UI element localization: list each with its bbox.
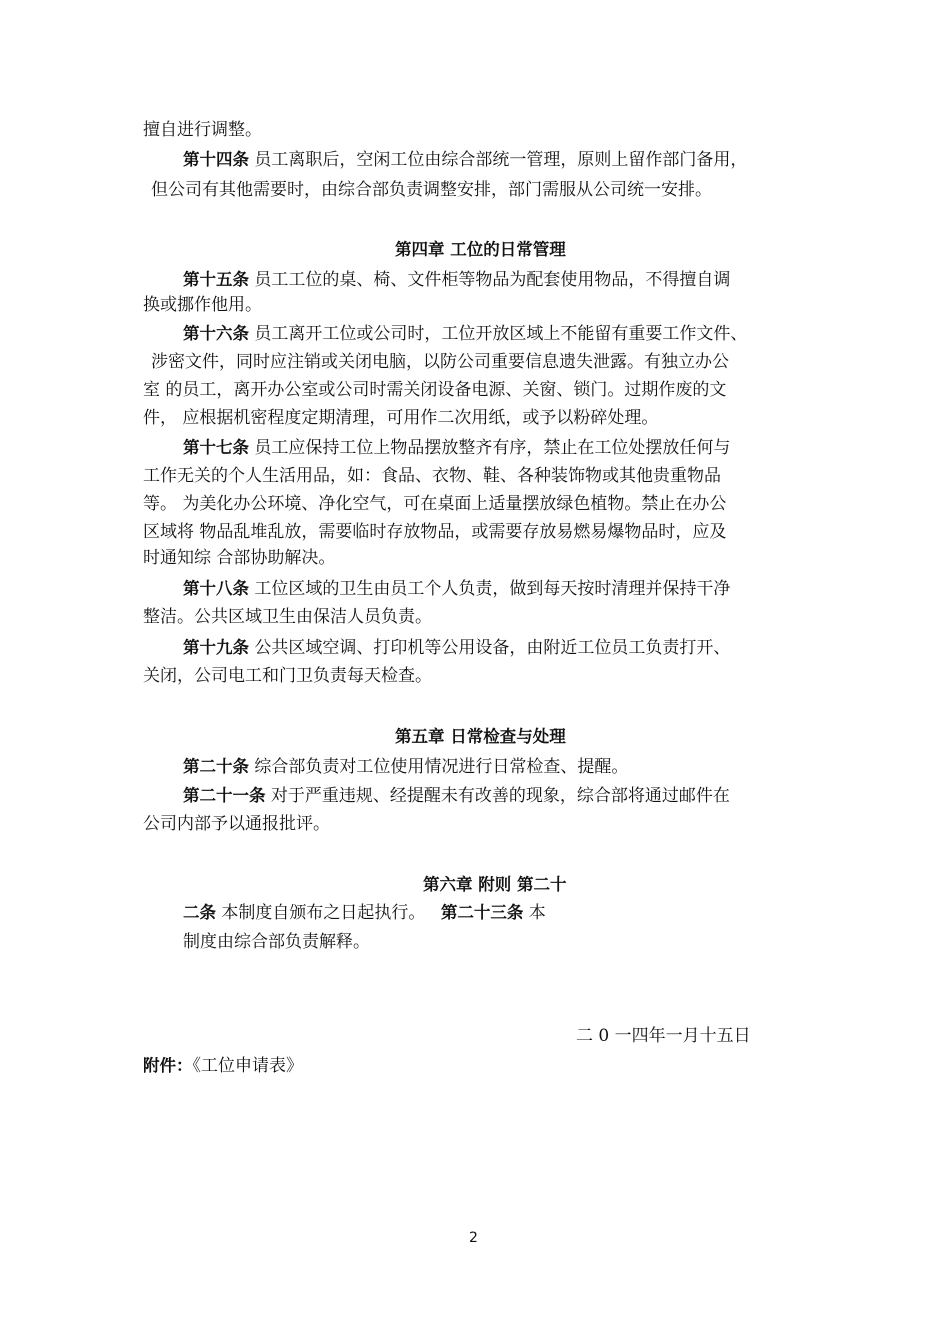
text-line: 公司内部予以通报批评。 — [143, 814, 330, 834]
article-title: 第十九条 — [183, 638, 249, 657]
chapter-6-heading: 第六章 附则 第二十 — [423, 875, 567, 894]
text-line: 但公司有其他需要时，由综合部负责调整安排，部门需服从公司统一安排。 — [151, 180, 712, 200]
article-14 — [183, 148, 747, 172]
text-line: 制度由综合部负责解释。 — [183, 932, 370, 952]
article-text: 本 — [528, 903, 546, 923]
text-line: 室 的员工，离开办公室或公司时需关闭设备电源、关窗、锁门。过期作废的文 — [143, 380, 727, 400]
article-text: 对于严重违规、经提醒未有改善的现象，综合部将通过邮件在 — [270, 786, 730, 806]
article-title: 第二十三条 — [440, 903, 524, 922]
article-text: 公共区域空调、打印机等公用设备，由附近工位员工负责打开、 — [254, 638, 731, 658]
chapter-5-heading: 第五章 日常检查与处理 — [395, 727, 566, 746]
page-number: 2 — [469, 1230, 478, 1246]
text-line: 换或挪作他用。 — [143, 295, 262, 315]
article-text: 员工离职后，空闲工位由综合部统一管理，原则上留作部门备用， — [254, 150, 748, 170]
article-18 — [183, 577, 730, 601]
text-line: 件， 应根据机密程度定期清理，可用作二次用纸，或予以粉碎处理。 — [143, 408, 659, 428]
text-line: 等。 为美化办公环境、净化空气，可在桌面上适量摆放绿色植物。禁止在办公 — [143, 494, 727, 514]
text-line: 时通知综 合部协助解决。 — [143, 548, 336, 568]
article-text: 员工应保持工位上物品摆放整齐有序，禁止在工位处摆放任何与 — [254, 438, 731, 458]
attachment-line — [143, 1054, 303, 1078]
article-21 — [183, 784, 730, 808]
document-date: 二 0 一四年一月十五日 — [576, 1026, 751, 1046]
article-22-23 — [183, 901, 546, 925]
article-text: 本制度自颁布之日起执行。 — [221, 903, 426, 923]
text-line: 涉密文件，同时应注销或关闭电脑，以防公司重要信息遗失泄露。有独立办公 — [151, 352, 729, 372]
article-title: 第二十一条 — [183, 786, 266, 805]
article-title: 第十八条 — [183, 579, 249, 598]
article-title: 二条 — [183, 903, 216, 922]
article-19 — [183, 636, 730, 660]
text-line: 擅自进行调整。 — [143, 120, 262, 140]
text-line: 关闭，公司电工和门卫负责每天检查。 — [143, 666, 432, 686]
text-line: 工作无关的个人生活用品，如：食品、衣物、鞋、各种装饰物或其他贵重物品 — [143, 466, 721, 486]
article-text: 员工工位的桌、椅、文件柜等物品为配套使用物品，不得擅自调 — [254, 270, 731, 290]
text-line: 区域将 物品乱堆乱放，需要临时存放物品，或需要存放易燃易爆物品时，应及 — [143, 522, 727, 542]
article-20 — [183, 755, 628, 779]
article-16 — [183, 322, 747, 346]
article-title: 第十四条 — [183, 150, 249, 169]
article-title: 第十五条 — [183, 270, 249, 289]
attachment-label: 附件： — [143, 1056, 193, 1075]
article-15 — [183, 268, 730, 292]
text-line: 整洁。公共区域卫生由保洁人员负责。 — [143, 607, 432, 627]
article-title: 第二十条 — [183, 757, 249, 776]
chapter-4-heading: 第四章 工位的日常管理 — [395, 240, 566, 259]
article-text: 工位区域的卫生由员工个人负责，做到每天按时清理并保持干净 — [254, 579, 731, 599]
article-title: 第十六条 — [183, 324, 249, 343]
attachment-text: 《工位申请表》 — [192, 1056, 303, 1076]
article-title: 第十七条 — [183, 438, 249, 457]
article-text: 员工离开工位或公司时，工位开放区域上不能留有重要工作文件、 — [254, 324, 748, 344]
article-17 — [183, 436, 730, 460]
article-text: 综合部负责对工位使用情况进行日常检查、提醒。 — [254, 757, 629, 777]
